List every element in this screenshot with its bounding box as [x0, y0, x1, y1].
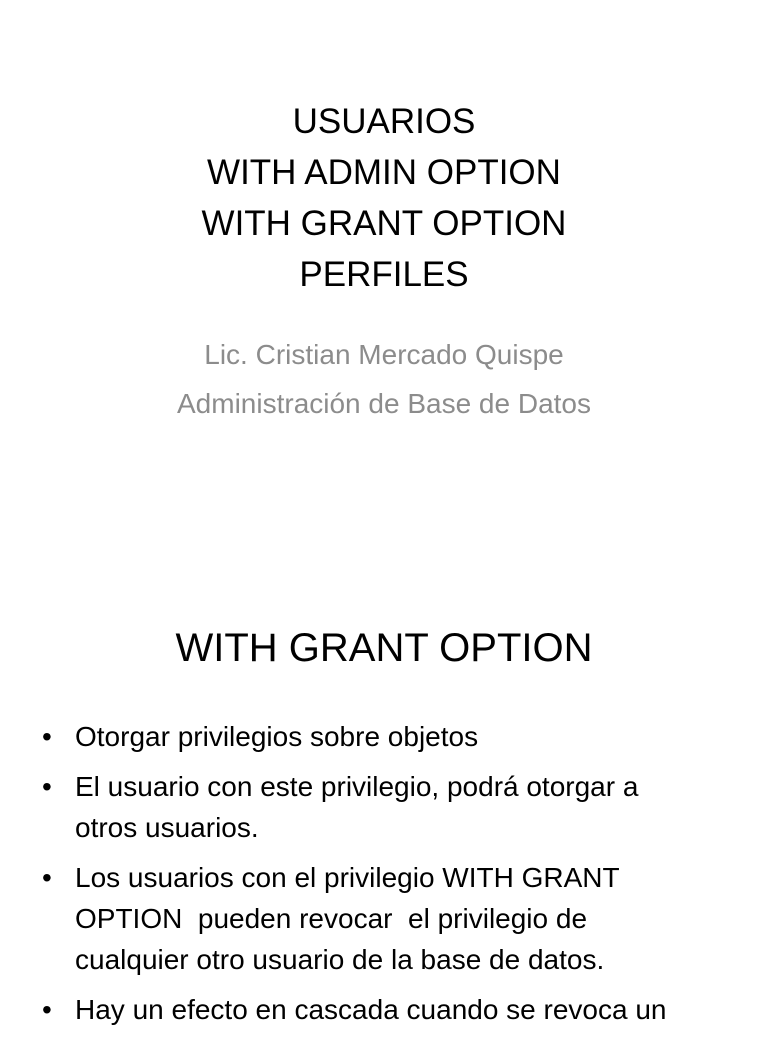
course-name: Administración de Base de Datos [177, 388, 591, 419]
bullet-dot-icon: • [42, 862, 52, 893]
bullet-text-line: cualquier otro usuario de la base de datos. [75, 944, 605, 975]
slide-grant-option [0, 576, 768, 1024]
bullet-text-line: otros usuarios. [75, 812, 259, 843]
bullet-dot-icon: • [42, 771, 52, 802]
bullet-text-line: Otorgar privilegios sobre objetos [75, 721, 479, 752]
bullet-text-line: Los usuarios con el privilegio WITH GRANT [75, 862, 620, 893]
bullet-list [42, 716, 732, 1039]
title-line-grant-option: WITH GRANT OPTION [201, 204, 567, 243]
author-name: Lic. Cristian Mercado Quispe [204, 339, 564, 370]
slide-title [0, 96, 768, 300]
title-line-usuarios: USUARIOS [292, 102, 476, 141]
bullet-text-line: Hay un efecto en cascada cuando se revoca un [75, 994, 667, 1025]
bullet-item [42, 857, 732, 980]
title-line-perfiles: PERFILES [299, 255, 469, 294]
bullet-item [42, 716, 732, 757]
title-line-admin-option: WITH ADMIN OPTION [207, 153, 561, 192]
bullet-dot-icon: • [42, 721, 52, 752]
bullet-item [42, 766, 732, 848]
slide-subtitle [0, 330, 768, 428]
bullet-text-line: OPTION pueden revocar el privilegio de [75, 903, 588, 934]
bullet-text-line: El usuario con este privilegio, podrá otorgar a [75, 771, 639, 802]
slide2-heading: WITH GRANT OPTION [175, 626, 593, 670]
bullet-dot-icon: • [42, 994, 52, 1025]
